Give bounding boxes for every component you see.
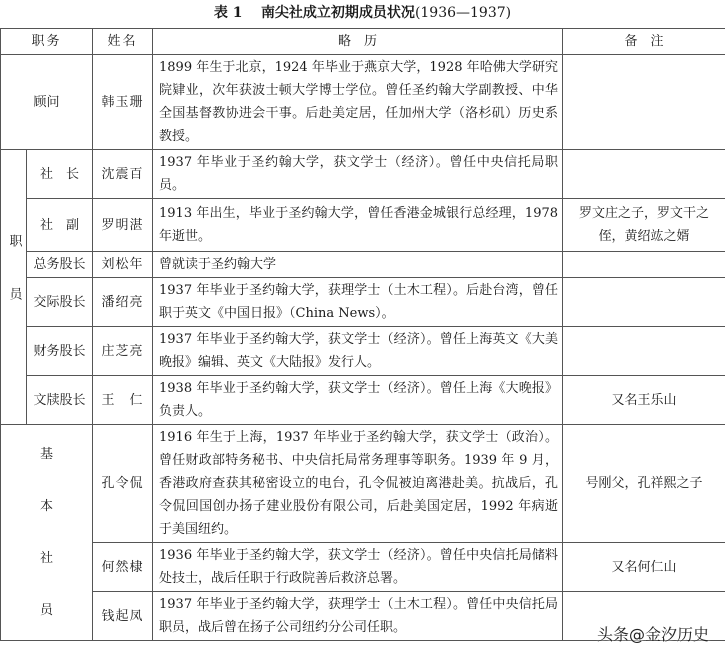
note-cell: 号刚父，孔祥熙之子 xyxy=(563,425,725,543)
table-row xyxy=(1,543,725,592)
table-row xyxy=(1,55,725,150)
name-cell: 韩玉珊 xyxy=(93,55,153,150)
bio-cell: 1936 年毕业于圣约翰大学，获文学士（经济）。曾任中央信托局储料处技士，战后任职于行政院善后救济总署。 xyxy=(153,543,563,592)
bio-cell: 1916 年生于上海，1937 年毕业于圣约翰大学，获文学士（政治）。曾任财政部特务秘书、中央信托局常务理事等职务。1939 年 9 月，香港政府查获其秘密设立的电台，孔令侃被迫离港赴美。抗战后，孔令侃回国创办扬子建业股份有限公司，后赴美国定居，1992 年病逝于美国纽约。 xyxy=(153,425,563,543)
table-row xyxy=(1,252,725,278)
bio-cell: 1899 年生于北京，1924 年毕业于燕京大学，1928 年哈佛大学研究院肄业，次年获波士顿大学博士学位。曾任圣约翰大学副教授、中华全国基督教协进会干事。后赴美定居，任加州大学（洛杉矶）历史系教授。 xyxy=(153,55,563,150)
role-cell: 顾问 xyxy=(1,55,93,150)
header-note: 备 注 xyxy=(563,29,725,55)
header-name: 姓名 xyxy=(93,29,153,55)
name-cell: 王 仁 xyxy=(93,376,153,425)
table-row xyxy=(1,425,725,543)
role-cell: 文牍股长 xyxy=(27,376,93,425)
bio-cell: 1938 年毕业于圣约翰大学，获文学士（经济）。曾任上海《大晚报》负责人。 xyxy=(153,376,563,425)
group-label-members-text: 基本社员 xyxy=(39,446,53,618)
bio-cell: 1913 年出生，毕业于圣约翰大学，曾任香港金城银行总经理，1978 年逝世。 xyxy=(153,199,563,252)
table-row xyxy=(1,278,725,327)
name-cell: 刘松年 xyxy=(93,252,153,278)
table-row xyxy=(1,150,725,199)
name-cell: 罗明湛 xyxy=(93,199,153,252)
note-cell: 又名何仁山 xyxy=(563,543,725,592)
table-row xyxy=(1,199,725,252)
note-cell xyxy=(563,55,725,150)
table-caption xyxy=(0,2,725,24)
name-cell: 孔令侃 xyxy=(93,425,153,543)
table-row xyxy=(1,376,725,425)
role-cell: 社 副 xyxy=(27,199,93,252)
note-cell: 罗文庄之子，罗文干之侄，黄绍竑之婿 xyxy=(563,199,725,252)
group-label-staff: 职员 xyxy=(1,150,27,425)
header-role: 职务 xyxy=(1,29,93,55)
members-table xyxy=(0,28,725,641)
role-cell: 总务股长 xyxy=(27,252,93,278)
bio-cell: 1937 年毕业于圣约翰大学，获理学士（土木工程）。曾任中央信托局职员，战后曾在扬子公司纽约分公司任职。 xyxy=(153,592,563,641)
table-title: 南尖社成立初期成员状况 xyxy=(260,5,415,21)
note-cell: 又名王乐山 xyxy=(563,376,725,425)
header-bio: 略 历 xyxy=(153,29,563,55)
role-cell: 财务股长 xyxy=(27,327,93,376)
note-cell xyxy=(563,327,725,376)
group-label-members xyxy=(1,425,93,641)
name-cell: 沈震百 xyxy=(93,150,153,199)
header-row xyxy=(1,29,725,55)
role-cell: 交际股长 xyxy=(27,278,93,327)
watermark: 头条@金汐历史 xyxy=(596,625,709,644)
note-cell xyxy=(563,252,725,278)
bio-cell: 1937 年毕业于圣约翰大学，获文学士（经济）。曾任中央信托局职员。 xyxy=(153,150,563,199)
note-cell xyxy=(563,150,725,199)
table-label: 表 1 xyxy=(213,5,243,21)
name-cell: 庄芝亮 xyxy=(93,327,153,376)
note-cell xyxy=(563,278,725,327)
role-cell: 社 长 xyxy=(27,150,93,199)
bio-cell: 曾就读于圣约翰大学 xyxy=(153,252,563,278)
name-cell: 何然棣 xyxy=(93,543,153,592)
name-cell: 钱起凤 xyxy=(93,592,153,641)
bio-cell: 1937 年毕业于圣约翰大学，获文学士（经济）。曾任上海英文《大美晚报》编辑、英文《大陆报》发行人。 xyxy=(153,327,563,376)
table-years: (1936—1937) xyxy=(414,5,512,21)
bio-cell: 1937 年毕业于圣约翰大学，获理学士（土木工程）。后赴台湾，曾任职于英文《中国日报》（China News）。 xyxy=(153,278,563,327)
table-row xyxy=(1,327,725,376)
name-cell: 潘绍亮 xyxy=(93,278,153,327)
